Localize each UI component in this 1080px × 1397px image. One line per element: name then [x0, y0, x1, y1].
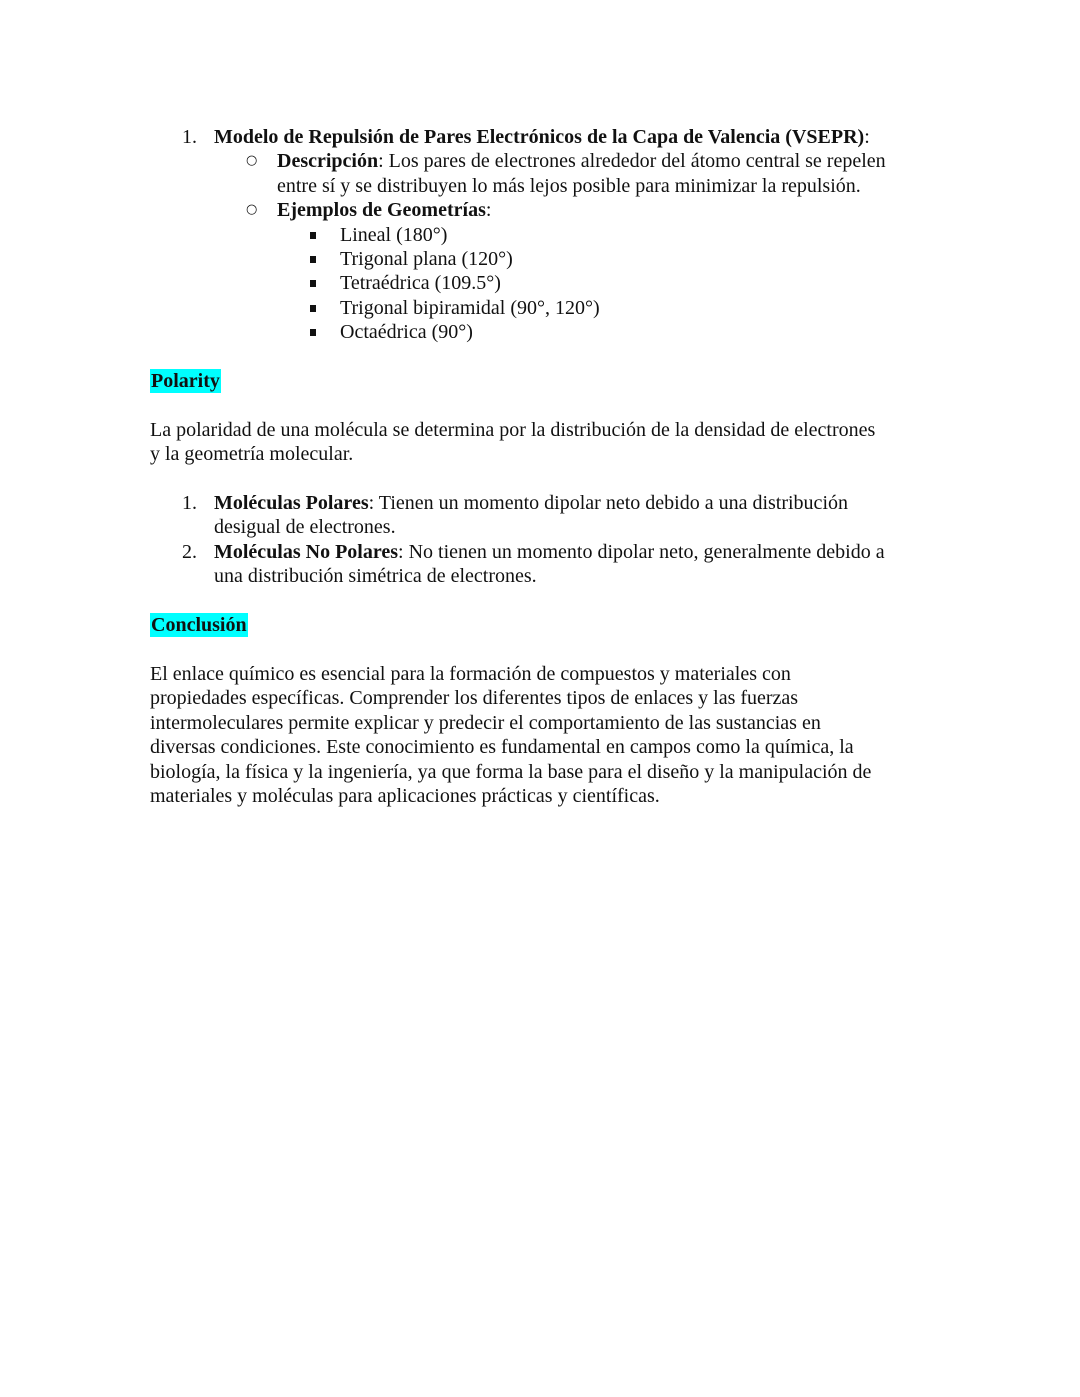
- geometry-label: Octaédrica (90°): [340, 321, 473, 344]
- description-text-line2: entre sí y se distribuyen lo más lejos posible para minimizar la repulsión.: [277, 174, 861, 197]
- conclusion-line: materiales y moléculas para aplicaciones prácticas y científicas.: [150, 785, 660, 808]
- polarity-list: [150, 491, 940, 589]
- conclusion-line: diversas condiciones. Este conocimiento es fundamental en campos como la química, la: [150, 736, 854, 759]
- nonpolar-molecules-line1: : No tienen un momento dipolar neto, generalmente debido a: [398, 540, 885, 563]
- geometry-label: Tetraédrica (109.5°): [340, 272, 501, 295]
- geometry-list-item: [150, 223, 940, 247]
- list-number: 1.: [182, 126, 197, 148]
- geometry-label: Trigonal plana (120°): [340, 248, 513, 271]
- polar-molecules-line2: desigual de electrones.: [214, 516, 396, 539]
- list-number: 1.: [182, 492, 197, 514]
- square-bullet-icon: [310, 329, 316, 336]
- conclusion-line: biología, la física y la ingeniería, ya que forma la base para el diseño y la manipulación de: [150, 760, 872, 783]
- polarity-intro-line2: y la geometría molecular.: [150, 443, 354, 466]
- conclusion-line: El enlace químico es esencial para la formación de compuestos y materiales con: [150, 663, 791, 685]
- circle-bullet-icon: ○: [246, 153, 258, 169]
- polar-molecules-item: [150, 491, 940, 540]
- description-item: [150, 149, 940, 198]
- examples-colon: :: [485, 199, 492, 222]
- square-bullet-icon: [310, 232, 316, 239]
- examples-item: [150, 198, 940, 222]
- polar-molecules-line1: : Tienen un momento dipolar neto debido a una distribución: [368, 492, 848, 514]
- square-bullet-icon: [310, 256, 316, 263]
- conclusion-heading-row: [150, 613, 940, 637]
- conclusion-paragraph: [150, 662, 940, 808]
- conclusion-line: intermoleculares permite explicar y predecir el comportamiento de las sustancias en: [150, 711, 821, 734]
- polar-molecules-label: Moléculas Polares: [214, 492, 369, 514]
- vsepr-title-colon: :: [864, 126, 870, 148]
- polarity-heading: Polarity: [151, 370, 220, 392]
- conclusion-heading: Conclusión: [151, 614, 247, 636]
- geometry-label: Trigonal bipiramidal (90°, 120°): [340, 296, 600, 319]
- circle-bullet-icon: ○: [246, 202, 258, 218]
- description-text-line1: Los pares de electrones alrededor del átomo central se repelen: [383, 150, 886, 173]
- vsepr-list-item: [150, 125, 940, 149]
- polarity-intro: [150, 418, 940, 467]
- geometry-list-item: [150, 296, 940, 320]
- geometry-list-item: [150, 320, 940, 344]
- vsepr-title: Modelo de Repulsión de Pares Electrónicos de la Capa de Valencia (VSEPR): [214, 126, 865, 148]
- description-colon: :: [378, 150, 384, 173]
- polarity-heading-row: [150, 369, 940, 393]
- geometry-list-item: [150, 271, 940, 295]
- square-bullet-icon: [310, 280, 316, 287]
- nonpolar-molecules-item: [150, 540, 940, 589]
- examples-label: Ejemplos de Geometrías: [277, 199, 486, 222]
- geometry-label: Lineal (180°): [340, 223, 448, 246]
- vsepr-section: [150, 125, 940, 345]
- nonpolar-molecules-label: Moléculas No Polares: [214, 540, 399, 563]
- geometry-list-item: [150, 247, 940, 271]
- list-number: 2.: [182, 540, 197, 563]
- description-label: Descripción: [277, 150, 379, 173]
- square-bullet-icon: [310, 305, 316, 312]
- nonpolar-molecules-line2: una distribución simétrica de electrones.: [214, 565, 537, 588]
- conclusion-line: propiedades específicas. Comprender los diferentes tipos de enlaces y las fuerzas: [150, 687, 799, 710]
- polarity-intro-line1: La polaridad de una molécula se determina por la distribución de la densidad de electrones: [150, 419, 876, 441]
